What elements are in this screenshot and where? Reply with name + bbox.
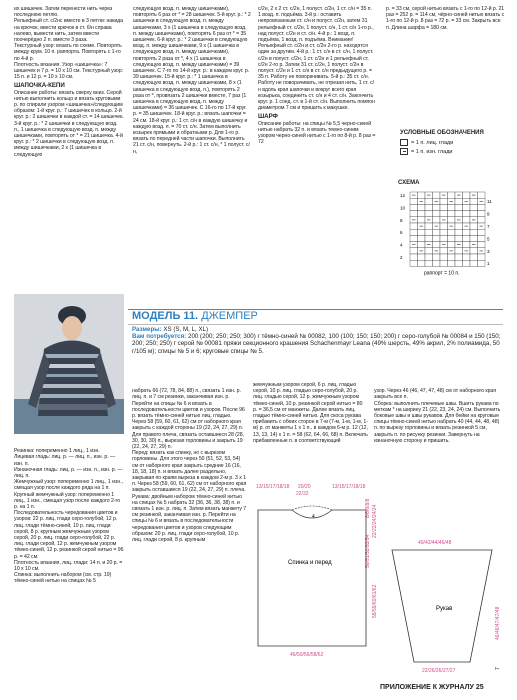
scheme-cell xyxy=(478,260,486,266)
symbol-row-knit xyxy=(400,139,512,146)
scheme-cell xyxy=(433,242,441,248)
scheme-cell xyxy=(440,211,448,217)
scheme-cell xyxy=(410,254,418,260)
body-neck-h: 4 xyxy=(312,514,315,520)
col3-scarf-body: Описание работы: на спицы № 5,5 черно-синей нитью набрать 32 п. и вязать темно-синим узором черно-синей нитью с 1-го по 8-й р. 8 раз = 72 xyxy=(258,120,376,146)
scheme-cell xyxy=(433,192,441,198)
symbols-block xyxy=(400,130,512,155)
sleeve-side: 46/46/47/47/48 xyxy=(495,606,501,640)
scheme-cell xyxy=(448,260,456,266)
scheme-title: СХЕМА xyxy=(398,180,420,186)
scheme-cell xyxy=(470,211,478,217)
scheme-cell xyxy=(425,198,433,204)
sizes-label: Размеры: xyxy=(132,326,162,333)
scheme-cell xyxy=(418,229,426,235)
sleeve-label: Рукав xyxy=(436,606,453,612)
body-label: Спинка и перед xyxy=(288,560,332,566)
col1-p1: их шишечек. Затем перенести нить через последнюю петлю. xyxy=(14,6,113,19)
col1-cap-body: Описание работы: вязать сверху вниз. Серой нитью выполнить кольцо и вязать круговыми р. по спирали узором «шишечка»/следующим образом: 1-й круг. р.: 7 шишечек в кольцо. 2-й круг. р.: 2 шишечки в каждой ст. = 14 шишечек. 3-й круг. р.: * 2 шишечки в следующую возд. п., 1 шишечка в следующую возд. п. между шишечками, повторять от * = 21 шишечка. 4-й круг. р.: * 2 шишечки в следующую возд. п. между шишечками, 2 х (1 шишечка в следующую xyxy=(14,89,124,158)
scheme-cell xyxy=(470,248,478,254)
scheme-cell xyxy=(418,254,426,260)
scheme-cell xyxy=(440,254,448,260)
scheme-cell xyxy=(463,242,471,248)
section-cap-title: ШАПОЧКА-КЕПИ xyxy=(14,82,65,90)
sizes-line xyxy=(132,326,502,333)
scheme-cell xyxy=(470,229,478,235)
body-top-mid2: 22/22 xyxy=(296,491,309,497)
scheme-cell xyxy=(440,198,448,204)
col1-p2: Рельефный ст. с/2нс вместе в 3 петли: накида на крючок, ввести крючок в ст. б/н справа налево, вывести нить, затем ввести поочерёдно 2 п. вместе 3 раза. xyxy=(14,18,123,44)
symbols-title: УСЛОВНЫЕ ОБОЗНАЧЕНИЯ xyxy=(400,130,484,136)
sleeve-diagram xyxy=(382,530,512,680)
page-footer: ПРИЛОЖЕНИЕ К ЖУРНАЛУ 25 xyxy=(380,684,484,691)
scheme-cell xyxy=(433,204,441,210)
scheme-cell xyxy=(418,260,426,266)
scheme-cell xyxy=(425,235,433,241)
scheme-cell xyxy=(448,242,456,248)
scheme-cell xyxy=(470,254,478,260)
scheme-cell xyxy=(440,260,448,266)
left-lower-col xyxy=(14,442,124,591)
body-side-right: 8/8/8/8/8 xyxy=(365,498,371,518)
scheme-cell xyxy=(433,217,441,223)
scheme-cell xyxy=(448,192,456,198)
col1-p3: Текстурный узор: вязать по схеме. Повторять между крум. 10 п. раппорта. Повторять с 1-го по 4-й р. xyxy=(14,43,122,62)
scheme-cell xyxy=(410,204,418,210)
scheme-cell xyxy=(455,211,463,217)
left-lower-body: Резинка: попеременно 1 лиц., 1 изн. Лицевая гладь: лиц. р. — лиц. п., изн. р. — изн. п. Изнаночная гладь: лиц. р. — изн. п., изн. р. — лиц. п. Жемчужный узор: попеременно 1 лиц., 1 изн., смещая узор после каждого ряда на 1 п. Крупный жемчужный узор: попеременно 1 лиц., 1 изн., смещая узор после каждого 2-го р. на 1 п. Последовательность чередования цветов и узоров: 22 р. лиц. глади серо-голубой, 12 р. лиц. глади тёмно-синей, 10 р. лиц. глади серой, 8 р. крупным жемчужным узором серой, 20 р. лиц. глади серо-голубой, 22 р. лиц. глади серой, 12 р. жемчужным узором тёмно-синей, 12 р. резинкой серой нитью = 96 р. = 42 см. Плотность вязания, лиц. глади: 14 п. и 20 р. = 10 x 10 см. Спинка: выполнить набором (см. стр. 19) тёмно-синей нитью на спицах № 5 xyxy=(14,448,124,585)
scheme-row-label-right: 7 xyxy=(487,224,490,229)
scheme-cell xyxy=(470,198,478,204)
symbol-purl-label: = 1 п. изн. глади xyxy=(411,148,453,155)
sleeve-side2: 7 xyxy=(495,667,501,670)
scheme-rapport: раппорт = 10 п. xyxy=(424,270,460,277)
scheme-grid xyxy=(398,188,510,288)
mid2-lower-col xyxy=(253,382,368,444)
scheme-cell xyxy=(433,235,441,241)
scheme-cell xyxy=(463,192,471,198)
scheme-cell xyxy=(440,204,448,210)
scheme-row-label-right: 9 xyxy=(487,211,490,217)
needs-line xyxy=(132,333,502,355)
scheme-cell xyxy=(455,235,463,241)
scheme-cell xyxy=(478,254,486,260)
scheme-cell xyxy=(478,204,486,210)
scheme-cell xyxy=(433,260,441,266)
scheme-cell xyxy=(410,248,418,254)
scheme-cell xyxy=(455,254,463,260)
scheme-cell xyxy=(425,211,433,217)
body-top-right: 13/15/17/18/18 xyxy=(332,484,366,490)
scheme-cell xyxy=(448,217,456,223)
purl-symbol-icon xyxy=(400,148,408,155)
scheme-cell xyxy=(418,235,426,241)
scheme-cell xyxy=(425,229,433,235)
model-name: ДЖЕМПЕР xyxy=(201,310,258,322)
section-scarf-title: ШАРФ xyxy=(258,113,278,121)
scheme-cell xyxy=(470,223,478,229)
scheme-cell xyxy=(440,235,448,241)
scheme-row-label-right: 11 xyxy=(487,199,492,205)
right-lower-body: узор. Через 46 (46, 47, 47, 48) см от наборного края закрыть все п. Сборка: выполнить плечевые швы. Вшить рукава по меткам * на ширину 21 (22, 23, 24, 24) см. Выполнить боковые швы и швы рукавов. Для бейки на круговые спицы тёмно-синей нитью набрать 40 (44, 44, 48, 48) п. по вырезу горловины и вязать резинкой 5 см, закрыть п. по рисунку резинки. Завернуть на изнаночную сторону и пришить. xyxy=(374,388,501,444)
scheme-cell xyxy=(433,211,441,217)
col1-p4: Плотность вязания. Узор «шишечка»: 7 шишечек и 7 р. = 10 x 10 см. Текстурный узор: 15 п. и 12 р. = 10 x 10 см. xyxy=(14,61,123,81)
scheme-row-label: 12 xyxy=(400,193,406,198)
body-bottom: 46/50/56/58/62 xyxy=(290,652,324,658)
scheme-cell xyxy=(410,235,418,241)
scheme-cell xyxy=(448,235,456,241)
scheme-cell xyxy=(478,192,486,198)
scheme-cell xyxy=(448,254,456,260)
col2-body: следующую возд. п. между шишечками), повторять 6 раз от * = 28 шишечек. 5-й круг. р.: * 2 шишечки в следующую возд. п. между шишечками, 3 х (1 шишечка в следующую возд. п. между шишечками), повторять 6 раз от * = 35 шишечек. 6-й круг. р.: * 2 шишечки в следующую возд. п. между шишечками, 9 х (1 шишечка в следующую возд. п. между шишечками), повторять 2 раза от *, 4 х (1 шишечка в следующую возд. п. между шишечками) = 39 шишечек. С 7-го по 14-й круг. р.: в каждом круг. р. 39 шишечек. 15-й круг. р.: * 1 шишечка в следующую возд. п. между шишечками, 8 х (1 шишечка в следующую возд. п.), повторять 2 раза от *, провязать 2 шишечки вместе, 7 раз (1 шишечка в следующую возд. п. между шишечками) = 36 шишечек. С 16-го по 17-й круг. р. = 35 шишечек. 18-й круг. р.: вязать шапочки = 24 см. 18-й круг. р.: 1 ст. с/н в каждую шишечку и каждую возд. п. = 70 ст. с/н. Затем выполнить козырек прямыми и обратными р. Для 1-го р. вязать по передней части шапочки. Выполнить 21 ст. с/н, повернуть. 2-й р.: 1 ст. с/н, * 1 полуст. с/н, xyxy=(133,6,251,155)
model-photo xyxy=(14,294,124,434)
scheme-cell xyxy=(455,204,463,210)
scheme-row-label: 4 xyxy=(400,242,403,248)
body-side-left2: 58/59/60/61/62 xyxy=(372,584,378,618)
scheme-row-label-right: 5 xyxy=(487,236,490,242)
mid2-lower-body: жемчужным узором серой, 6 р. лиц. гладью серой, 10 р. лиц. гладью серо-голубой, 20 р. лиц. гладью серой, 12 р. жемчужным узором тёмно-синей, 10 р. резинкой серой нитью = 80 р. = 36,5 см от манжеты. Далее вязать лиц. гладью тёмно-синей нитью. Для скоса рукава прибавить с обеих сторон в 7-м (7-м, 1-м, 1-м, 1-м) р. от манжеты 1 x 1 п., в каждом 6-м р. 12 (12, 13, 13, 14) x 1 п. = 58 (62, 64, 66, 68) п. Включать прибавленные п. в соответствующий xyxy=(253,382,368,444)
symbol-knit-label: = 1 п. лиц. глади xyxy=(411,139,454,146)
scheme-cell xyxy=(425,223,433,229)
scheme-cell xyxy=(463,229,471,235)
scheme-cell xyxy=(433,254,441,260)
scheme-cell xyxy=(463,211,471,217)
scheme-cell xyxy=(448,204,456,210)
scheme-cell xyxy=(455,229,463,235)
mid-lower-col xyxy=(132,382,247,549)
col3 xyxy=(258,6,376,145)
scheme-cell xyxy=(440,248,448,254)
scheme-cell xyxy=(418,242,426,248)
model-number: МОДЕЛЬ 11. xyxy=(132,310,199,322)
scheme-row-label-right: 1 xyxy=(487,261,490,267)
body-top-left: 13/15/17/18/18 xyxy=(256,484,290,490)
scheme-cell xyxy=(425,254,433,260)
model-photo-image xyxy=(14,294,124,434)
col3-body: с/2н, 2 х 2 ст. с/2н, 1 полуст. с/2н, 1 ст. с/н = 35 п. 1 возд. п. подъёма. 3-й р.: оставить непровязанным ст. с/н и полуст. с/2н, затем 31 рельефный ст. с/2н, 1 полуст. с/н, 1 ст. с/н 1-го р., над полуст. с/2н и ст. с/н. 4-й р.: 1 возд. п. подъёма, 1 возд. п. подъёма. Внимание! Рельефный ст. с/2н и ст. с/2н 2-го р. находятся один за другим. 4-й р.: 1 ст. с/н в ст. с/н, 1 полуст. с/2н в полуст. с/2н, 1 ст. с/2н и 1 рельефный ст. с/2н 2-го р. Затем 31 ст. с/2н, 1 полуст. с/2н в полуст. с/2н и 1 ст. с/н в ст. с/н предыдущего р. = 35 п. Работу не поворачивать. 5-й р.: 35 ст. с/н. Работу не поворачивать, не отрезая нить, 1 ст. с/н вдоль края шапочки и вокруг всего края козырька, соединить ст. с/н и 4 ст. с/н. Закончить круг. р. 1 соед. ст. в 1-й ст. с/н. Выполнить помпон диаметром 7 см и пришить к макушке. xyxy=(258,6,375,112)
sizes-value: XS (S, M, L, XL) xyxy=(163,326,209,333)
scheme-cell xyxy=(463,260,471,266)
scheme-cell xyxy=(455,248,463,254)
scheme-cell xyxy=(410,198,418,204)
scheme-cell xyxy=(478,235,486,241)
scheme-row-label: 6 xyxy=(400,230,403,236)
symbol-row-purl xyxy=(400,148,512,155)
right-lower-col xyxy=(374,382,502,450)
scheme-row-label: 2 xyxy=(400,255,403,260)
sleeve-bottom: 22/26/26/27/27 xyxy=(422,668,456,674)
scheme-cell xyxy=(463,254,471,260)
scheme-cell xyxy=(410,211,418,217)
scheme-cell xyxy=(418,192,426,198)
scheme-cell xyxy=(463,204,471,210)
scheme-cell xyxy=(410,260,418,266)
scheme-cell xyxy=(425,248,433,254)
needs-value: 200 (200; 250; 250; 300) г тёмно-синей № 00082, 100 (100; 150; 150; 200) г серо-голубой № 00084 и 150 (150; 200; 250; 250) г серой № 00081 пряжи секционного крашения Schachenmayr Leana (49% шерсть, 49% акрил, 2% полиамида, 50 г/105 м); спицы № 5 и 6; круговые спицы № 5. xyxy=(132,333,501,355)
scheme-cell xyxy=(418,204,426,210)
scheme-cell xyxy=(470,260,478,266)
col1-top xyxy=(14,6,124,158)
scheme-cell xyxy=(455,223,463,229)
scheme-cell xyxy=(478,217,486,223)
col2 xyxy=(133,6,251,155)
scheme-row-label: 8 xyxy=(400,217,403,223)
model-title xyxy=(132,310,258,322)
scheme-cell xyxy=(425,204,433,210)
scheme-cell xyxy=(463,235,471,241)
model-info xyxy=(132,326,502,355)
col4-body: р. = 33 см, серой нитью вязать с 1-го по 12-й р. 21 раз = 252 р. = 114 см, чёрно-синей нитью вязать с 1-го по 12-й р. 8 раз = 72 р. = 33 см. Закрыть все п. Длина шарфа = 180 см. xyxy=(386,6,505,31)
body-top-mid: 20/20 xyxy=(298,484,311,490)
scheme-cell xyxy=(433,229,441,235)
col4 xyxy=(386,6,506,31)
scheme-cell xyxy=(418,211,426,217)
scheme-cell xyxy=(410,229,418,235)
scheme-cell xyxy=(448,229,456,235)
scheme-cell xyxy=(455,198,463,204)
body-side-right2: 22/22/24/24/24 xyxy=(372,504,378,538)
scheme-cell xyxy=(463,217,471,223)
scheme-cell xyxy=(425,260,433,266)
scheme-cell xyxy=(448,211,456,217)
scheme-cell xyxy=(470,235,478,241)
sleeve-top: 40/42/44/46/48 xyxy=(418,540,452,546)
scheme-cell xyxy=(478,242,486,248)
scheme-row-label-right: 3 xyxy=(487,248,490,254)
scheme-cell xyxy=(478,211,486,217)
scheme-cell xyxy=(410,223,418,229)
mid-lower-body: набрать 66 (72, 78, 84, 88) п., связать 1 изн. р. лиц. п. и 7 см резинки, заканчивая изн. р. Перейти на спицы № 6 и вязать в последовательности цветов и узоров. После 96 р. вязать тёмно-синей нитью лиц. гладью. Через 58 (59, 60, 61, 62) см от наборного края закрыть с каждой стороны 19 (22, 24, 27, 29) п. Для правого плеча, связать оставшиеся 28 (28, 30, 30, 30) п., вырезая горловины и закрыть 19 (22, 24, 27, 29) п. Перед: вязать как спинку, но с вырезом горловины. Для этого через 50 (51, 52, 53, 54) см от наборного края закрыть средние 16 (16, 18, 18, 18) п. и вязать далее раздельно, закрывая по краям выреза в каждом 2-м р. 3 x 1 п. Через 58 (59, 60, 61, 62) см от наборного края закрыть оставшиеся 19 (22, 24, 27, 29) п. плеча. Рукава: двойным набором тёмно-синей нитью на спицах № 5 набрать 32 (36, 36, 38, 38) п. и связать 1 изн. р. лиц. п. Затем вязать манжету 7 см резинкой, заканчивая изн. р. Перейти на спицы № 6 и вязать в последовательности чередования цветов и узоров следующим образом: 20 р. лиц. глади серо-голубой, 10 р. лиц. глади серой, 8 р. крупным xyxy=(132,388,247,544)
scheme-cell xyxy=(455,260,463,266)
body-diagram xyxy=(248,478,378,678)
scheme-cell xyxy=(440,229,448,235)
scheme-cell xyxy=(470,204,478,210)
scheme-cell xyxy=(418,217,426,223)
scheme-row-label: 10 xyxy=(400,205,406,211)
scheme-block xyxy=(398,180,510,288)
knit-symbol-icon xyxy=(400,139,408,146)
body-side-left: 50/51/52/53/54 xyxy=(365,534,371,568)
needs-label: Вам потребуется: xyxy=(132,333,187,341)
scheme-cell xyxy=(440,223,448,229)
scheme-cell xyxy=(478,229,486,235)
